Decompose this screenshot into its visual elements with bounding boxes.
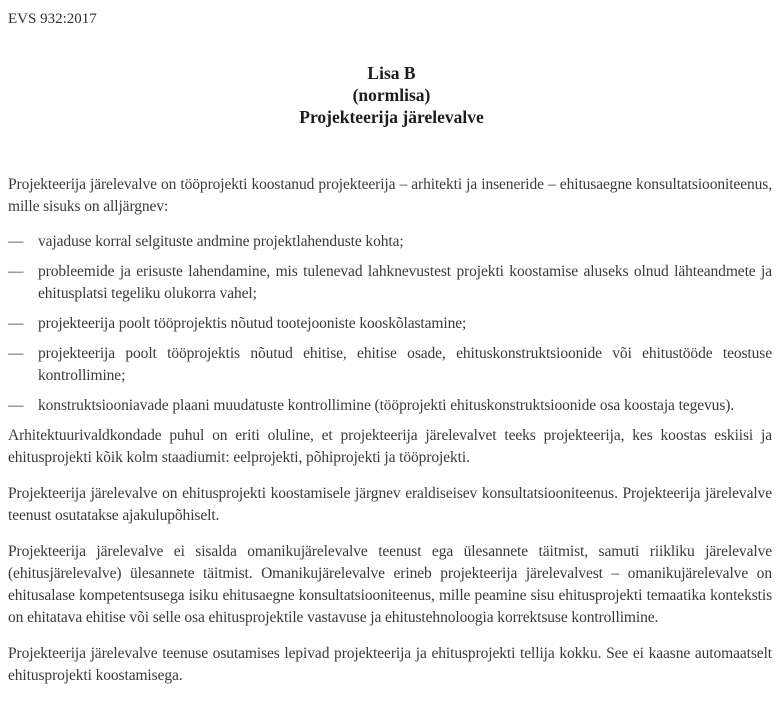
standard-reference: EVS 932:2017: [8, 11, 97, 27]
intro-paragraph: Projekteerija järelevalve on tööprojekti koostanud projekteerija – arhitekti ja inseneride – ehitusaegne konsultatsiooniteenus, mille sisuks on alljärgnev:: [8, 176, 772, 215]
annex-title-line3: Projekteerija järelevalve: [299, 107, 484, 127]
list-item-text: probleemide ja erisuste lahendamine, mis tulenevad lahknevustest projekti koostamise aluseks olnud lähteandmete ja ehitusplatsi tegeliku olukorra vahel;: [38, 263, 772, 302]
dash-marker: —: [8, 397, 24, 414]
list-item-text: vajaduse korral selgituste andmine projektlahenduste kohta;: [38, 233, 404, 250]
annex-title-line2: (normlisa): [352, 85, 431, 105]
dash-marker: —: [8, 233, 24, 250]
annex-title-line1: Lisa B: [367, 63, 416, 83]
body-paragraph: Projekteerija järelevalve ei sisalda omanikujärelevalve teenust ega ülesannete täitmist, samuti riikliku järelevalve (ehitusjärelevalve) ülesannete täitmist. Omanikujärelevalve erineb projekteerija järelevalvest – omanikujärelevalve on ehitusalase kompetentsusega isiku ehitusaegne konsultatsiooniteenus, mille peamine sisu ehitusprojekti temaatika kontekstis on ehitatava ehitise või selle osa ehitusprojektile vastavuse ja ehitustehnoloogia korrektsuse kontrollimine.: [8, 543, 772, 626]
document-body: [0, 174, 783, 687]
list-item-text: projekteerija poolt tööprojektis nõutud tootejooniste kooskõlastamine;: [38, 315, 467, 332]
body-paragraph: Arhitektuurivaldkondade puhul on eriti oluline, et projekteerija järelevalvet teeks projekteerija, kes koostas eskiisi ja ehitusprojekti kõik kolm staadiumit: eelprojekti, põhiprojekti ja tööprojekti.: [8, 427, 772, 466]
list-item-text: konstruktsiooniavade plaani muudatuste kontrollimine (tööprojekti ehituskonstruktsioonide osa koostaja tegevus).: [38, 397, 735, 414]
dash-marker: —: [8, 315, 24, 332]
list-item-text: projekteerija poolt tööprojektis nõutud ehitise, ehitise osade, ehituskonstruktsioonide või ehitustööde teostuse kontrollimine;: [38, 345, 772, 384]
bullet-list: [8, 231, 772, 417]
list-item: [8, 395, 772, 417]
body-paragraph: Projekteerija järelevalve on ehitusprojekti koostamisele järgnev eraldiseisev konsultatsiooniteenus. Projekteerija järelevalve teenust osutatakse ajakulupõhiselt.: [8, 485, 772, 524]
list-item: [8, 261, 772, 305]
list-item: [8, 231, 772, 253]
body-paragraphs: [8, 425, 772, 687]
body-paragraph: Projekteerija järelevalve teenuse osutamises lepivad projekteerija ja ehitusprojekti tellija kokku. See ei kaasne automaatselt ehitusprojekti koostamisega.: [8, 645, 772, 684]
dash-marker: —: [8, 345, 24, 362]
list-item: [8, 343, 772, 387]
annex-title-block: [0, 62, 783, 128]
dash-marker: —: [8, 263, 24, 280]
list-item: [8, 313, 772, 335]
